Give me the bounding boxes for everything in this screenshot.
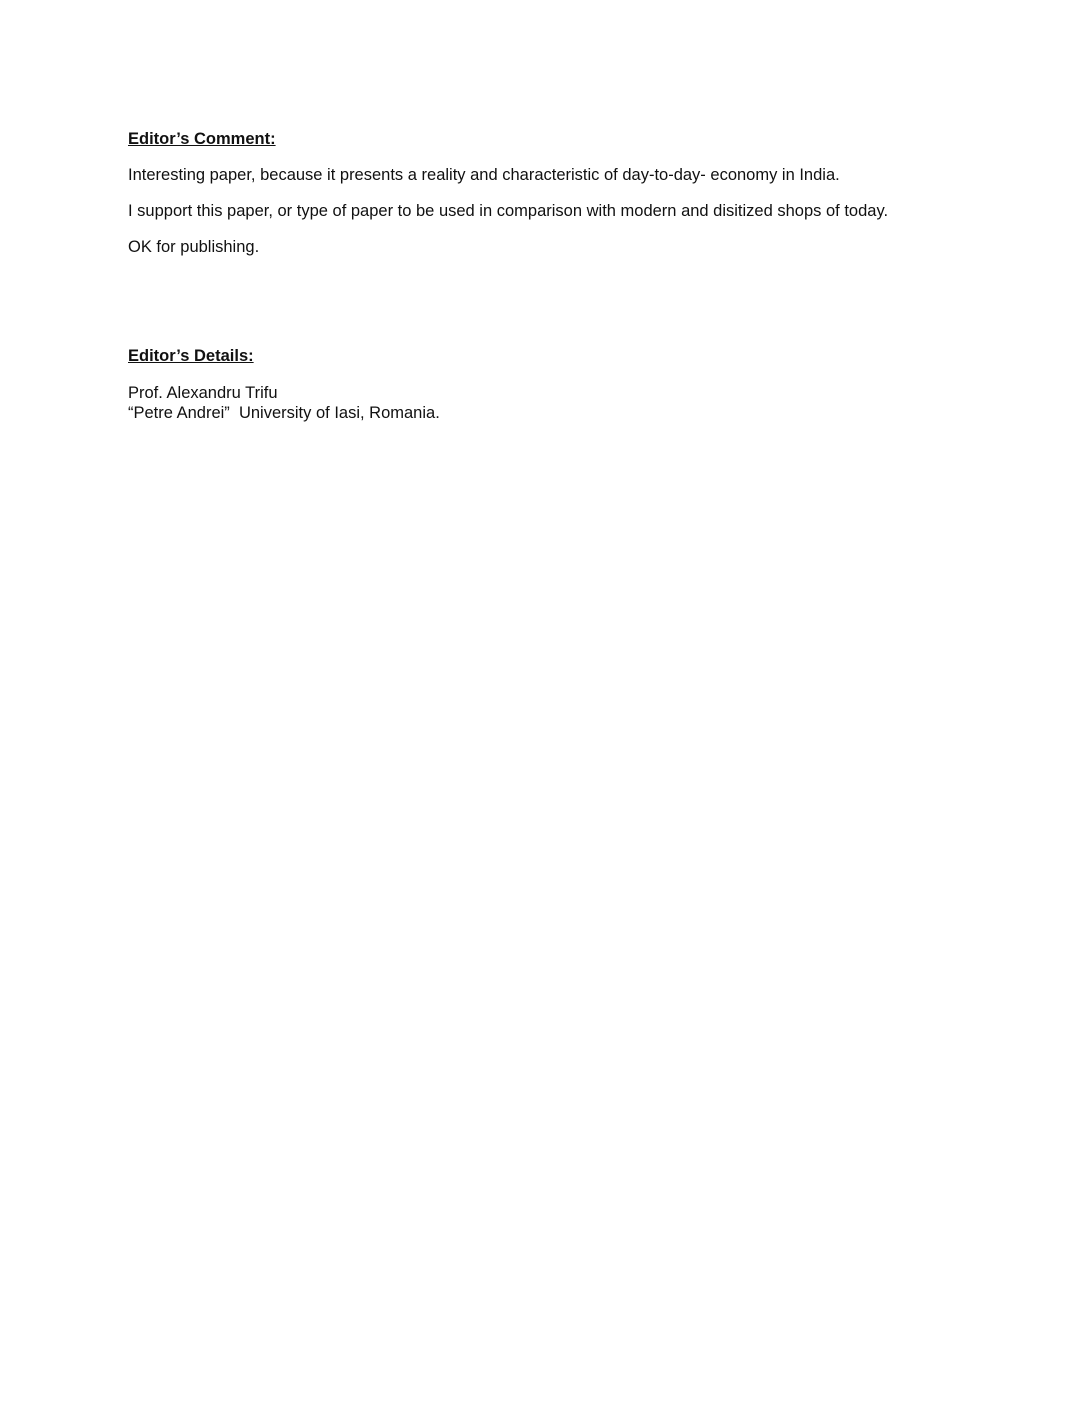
editor-details-body	[128, 383, 988, 423]
editor-details-section	[128, 346, 988, 423]
editor-comment-section	[128, 129, 988, 257]
comment-paragraph-1: Interesting paper, because it presents a reality and characteristic of day-to-day- economy in India.	[128, 166, 840, 184]
comment-paragraph-2: I support this paper, or type of paper to be used in comparison with modern and disitized shops of today.	[128, 202, 889, 220]
editor-details-heading: Editor’s Details:	[128, 347, 254, 365]
editor-comment-heading: Editor’s Comment:	[128, 130, 276, 148]
comment-paragraph-3: OK for publishing.	[128, 238, 260, 256]
editor-name: Prof. Alexandru Trifu	[128, 384, 278, 402]
editor-affiliation: “Petre Andrei” University of Iasi, Romania.	[128, 404, 440, 422]
